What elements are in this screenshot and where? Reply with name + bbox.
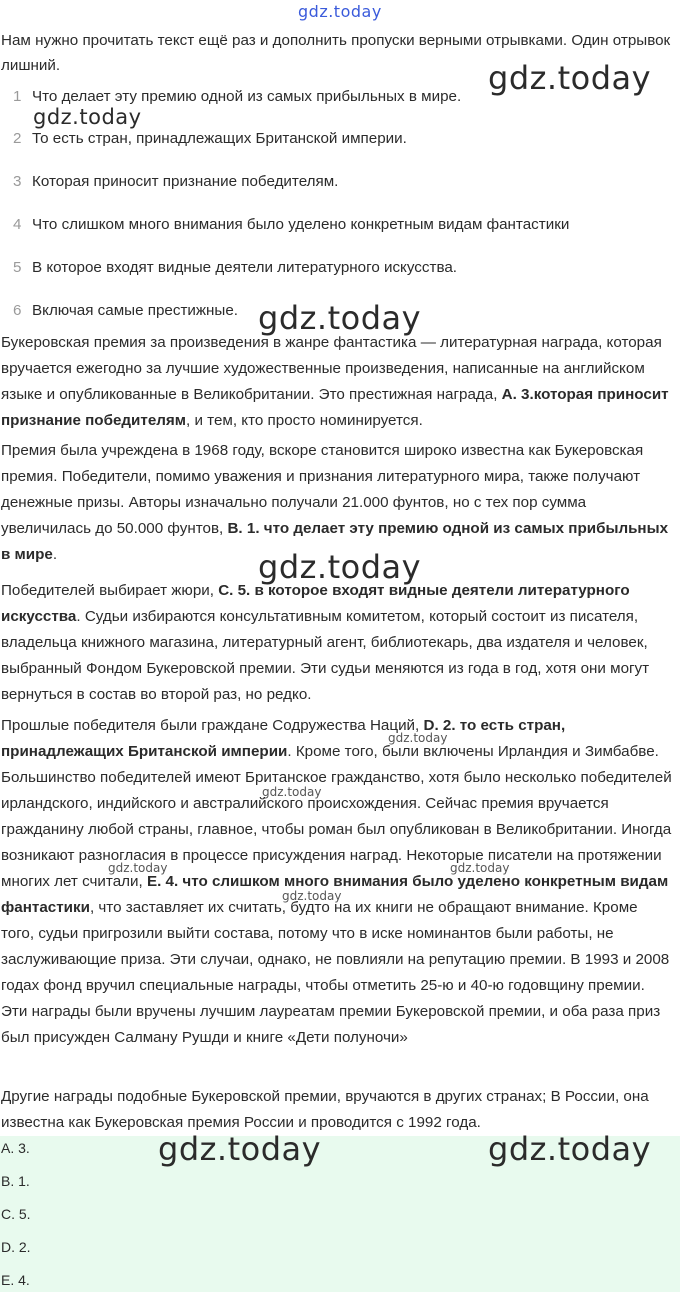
- answer-item: C. 5.: [1, 1206, 31, 1222]
- option-number: 2: [13, 130, 22, 147]
- answer-highlight: E. 4. что слишком много внимания было уделено конкретным видам фантастики: [1, 873, 669, 916]
- watermark: gdz.today: [33, 105, 142, 129]
- text-paragraph: [1, 1084, 673, 1136]
- option-item: [0, 171, 338, 193]
- watermark: gdz.today: [450, 861, 510, 875]
- answer-highlight: B. 1. что делает эту премию одной из самых прибыльных в мире: [1, 520, 669, 563]
- watermark: gdz.today: [282, 889, 342, 903]
- paragraph-text: . Кроме того, были включены Ирландия и Зимбабве. Большинство победителей имеют Британское гражданство, хотя было несколько победителей ирландского, индийского и австралийского происхождения. Сейчас премия вручается гражданину любой страны, главное, чтобы роман был опубликован в Великобритании. Иногда возникают разногласия в процессе присуждения наград. Некоторые писатели на протяжении многих лет считали,: [1, 743, 672, 890]
- watermark: gdz.today: [258, 548, 422, 586]
- option-number: 5: [13, 259, 22, 276]
- text-paragraph: [1, 578, 673, 708]
- option-number: 6: [13, 302, 22, 319]
- answer-highlight: A. 3.которая приносит признание победителям: [1, 386, 669, 429]
- option-item: [0, 128, 407, 150]
- answer-item: E. 4.: [1, 1272, 30, 1288]
- option-item: [0, 214, 569, 236]
- paragraph-text: Победителей выбирает жюри,: [1, 582, 219, 599]
- answer-item: B. 1.: [1, 1173, 30, 1189]
- paragraph-text: , что заставляет их считать, будто на их книги не обращают внимание. Кроме того, судьи пригрозили выйти состава, потому что в иске номинантов были работы, не заслуживающие приза. Эти случаи, однако, не повлияли на репутацию премии. В 1993 и 2008 годах фонд вручил специальные награды, чтобы отметить 25-ю и 40-ю годовщину премии. Эти награды были вручены лучшим лауреатам премии Букеровской премии, и оба раза приз был присужден Салману Рушди и книге «Дети полуночи»: [1, 899, 670, 1046]
- option-text: Которая приносит признание победителям.: [32, 173, 339, 190]
- watermark: gdz.today: [258, 299, 422, 337]
- watermark: gdz.today: [108, 861, 168, 875]
- paragraph-text: Премия была учреждена в 1968 году, вскоре становится широко известна как Букеровская премия. Победители, помимо уважения и признания литературного мира, также получают денежные призы. Авторы изначально получали 21.000 фунтов, но с тех пор сумма увеличилась до 50.000 фунтов,: [1, 442, 644, 537]
- answer-highlight: C. 5. в которое входят видные деятели литературного искусства: [1, 582, 630, 625]
- paragraph-text: . Судьи избираются консультативным комитетом, который состоит из писателя, владельца книжного магазина, литературный агент, библиотекарь, два издателя и человек, выбранный Фондом Букеровской премии. Эти судьи меняются из года в год, хотя они могут вернуться в состав во второй раз, но редко.: [1, 608, 650, 703]
- watermark: gdz.today: [262, 785, 322, 799]
- option-text: Что делает эту премию одной из самых прибыльных в мире.: [32, 88, 462, 105]
- watermark: gdz.today: [158, 1130, 322, 1168]
- option-number: 1: [13, 88, 22, 105]
- option-number: 4: [13, 216, 22, 233]
- paragraph-text: Другие награды подобные Букеровской премии, вручаются в других странах; В России, она известна как Букеровская премия России и проводится с 1992 года.: [1, 1088, 649, 1131]
- watermark: gdz.today: [388, 731, 448, 745]
- option-number: 3: [13, 173, 22, 190]
- watermark: gdz.today: [488, 59, 652, 97]
- text-paragraph: [1, 713, 673, 1051]
- paragraph-text: Прошлые победителя были граждане Содружества Наций,: [1, 717, 424, 734]
- answer-item: D. 2.: [1, 1239, 31, 1255]
- watermark: gdz.today: [488, 1130, 652, 1168]
- option-item: [0, 300, 238, 322]
- watermark-top: gdz.today: [298, 2, 382, 21]
- answer-highlight: D. 2. то есть стран, принадлежащих Британской империи: [1, 717, 566, 760]
- paragraph-text: Букеровская премия за произведения в жанре фантастика — литературная награда, которая вручается ежегодно за лучшие художественные произведения, написанные на английском языке и опубликованные в Великобритании. Это престижная награда,: [1, 334, 662, 403]
- paragraph-text: .: [52, 546, 58, 563]
- option-text: Включая самые престижные.: [32, 302, 239, 319]
- paragraph-text: , и тем, кто просто номинируется.: [186, 412, 423, 429]
- task-instruction: Нам нужно прочитать текст ещё раз и дополнить пропуски верными отрывками. Один отрывок лишний.: [1, 32, 671, 74]
- option-text: Что слишком много внимания было уделено конкретным видам фантастики: [32, 216, 570, 233]
- option-item: [0, 257, 457, 279]
- text-paragraph: [1, 330, 673, 434]
- option-text: То есть стран, принадлежащих Британской империи.: [32, 130, 407, 147]
- answer-item: A. 3.: [1, 1140, 30, 1156]
- option-text: В которое входят видные деятели литературного искусства.: [32, 259, 458, 276]
